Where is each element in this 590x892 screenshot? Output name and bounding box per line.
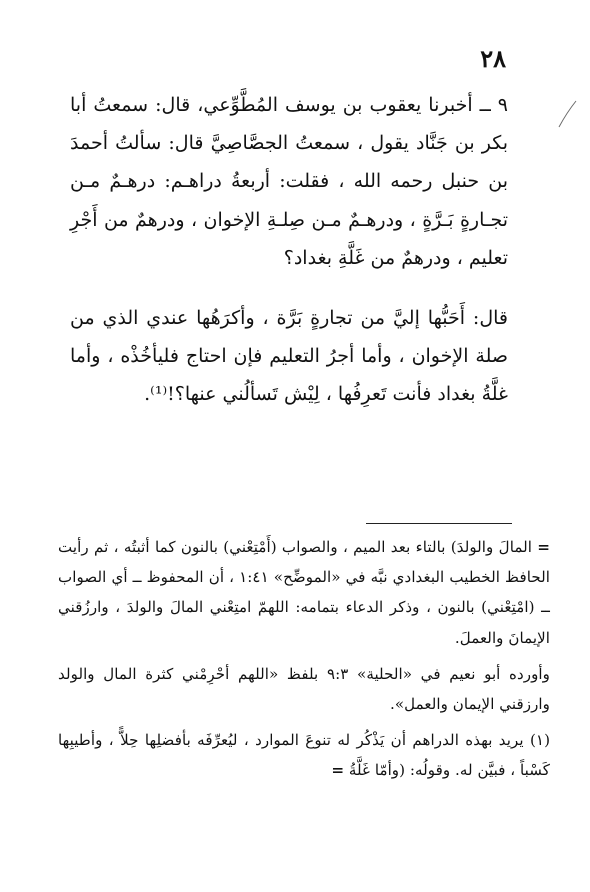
hadith-paragraph: ٩ ــ أخبرنا يعقوب بن يوسف المُطَّوِّعي، قال: سمعتُ أبا بكر بن جَنَّاد يقول ، سمعتُ الجصَّاصِيَّ قال: سألتُ أحمدَ بن حنبل رحمه الله ، فقلت: أربعةُ دراهـم: درهـمٌ مـن تجـارةٍ بَـرَّةٍ ، ودرهـمٌ مـن صِلـةِ الإخوان ، ودرهمٌ من أَجْرِ تعليم ، ودرهمٌ من غَلَّةِ بغداد؟	[70, 94, 508, 269]
answer-paragraph: قال: أَحَبُّها إليَّ من تجارةٍ بَرَّة ، وأكرَهُها عندي الذي من صلة الإخوان ، وأما أجرُ التعليم فإن احتاج فليأخُذْه ، وأما غلَّةُ بغداد فأنت تَعرِفُها ، لِيْش تَسألُني عنها؟!⁽¹⁾.	[70, 307, 508, 406]
footnotes	[58, 532, 550, 786]
footnote-hilya: وأورده أبو نعيم في «الحلية» ٩:٣ بلفظ «اللهم أحْرِمْني كثرة المال والولد وارزقني الإيمان والعمل».	[58, 664, 550, 714]
main-text	[70, 86, 508, 414]
footnote-continuation	[58, 532, 550, 653]
trailing-mark: =	[331, 761, 345, 780]
continuation-text: المالَ والولدَ) بالتاء بعد الميم ، والصواب (أَمْتِعْني) بالنون كما أثبتُه ، ثم رأيت الحافظ الخطيب البغدادي نبَّه في «الموضِّح» ١:٤١ ، أن المحفوظ ــ أي الصواب ــ (امْتِعْني) بالنون ، وذكر الدعاء بتمامه: اللهمّ امتِعْني المالَ والولدَ ، وارزُقني الإيمانَ والعملَ.	[58, 538, 550, 647]
margin-pencil-mark	[556, 100, 578, 128]
footnote-1	[58, 725, 550, 785]
continuation-mark: =	[537, 538, 551, 556]
page-number: ٢٨	[480, 44, 506, 73]
footnote-separator	[366, 523, 512, 524]
footnote-1-text: (١) يريد بهذه الدراهم أن يَذْكُر له تنوعَ الموارد ، ليُعرِّفَه بأفضلِها حِلاًّ ، وأطيبِها كَسْباً ، فبيَّن له. وقولُه: (وأمّا غَلَّةُ	[58, 731, 550, 780]
